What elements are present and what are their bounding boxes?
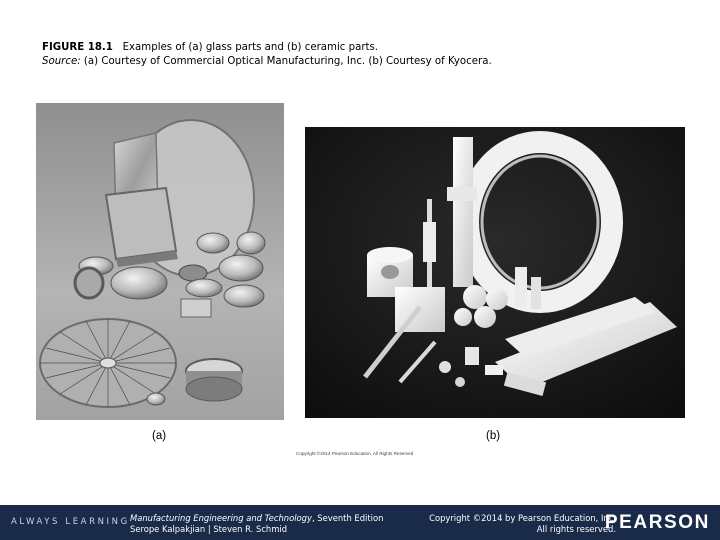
always-learning-brand: ALWAYS LEARNING	[11, 517, 130, 527]
image-copyright-notice: Copyright ©2014 Pearson Education, All Rights Reserved	[296, 451, 414, 456]
footer-bar	[0, 505, 720, 540]
source-text: (a) Courtesy of Commercial Optical Manufacturing, Inc. (b) Courtesy of Kyocera.	[83, 56, 492, 67]
caption-line-2	[42, 55, 682, 69]
figure-text: Examples of (a) glass parts and (b) ceramic parts.	[122, 42, 379, 53]
book-edition: , Seventh Edition	[311, 513, 384, 523]
figure-caption	[42, 41, 682, 69]
copyright-line-2: All rights reserved.	[536, 524, 616, 534]
glass-parts-photo	[36, 103, 284, 420]
copyright-info	[429, 513, 616, 535]
book-authors: Serope Kalpakjian | Steven R. Schmid	[130, 524, 288, 534]
copyright-line-1: Copyright ©2014 by Pearson Education, Inc.	[429, 513, 616, 523]
ceramic-parts-photo	[305, 127, 685, 418]
caption-line-1	[42, 41, 682, 55]
panel-b-label: (b)	[486, 430, 501, 442]
book-info	[130, 513, 383, 535]
pearson-logo: PEARSON	[604, 512, 710, 533]
figure-label: FIGURE 18.1	[42, 42, 113, 53]
book-title-line	[130, 513, 383, 524]
book-title: Manufacturing Engineering and Technology	[130, 513, 312, 523]
source-label: Source:	[42, 56, 81, 67]
panel-a-label: (a)	[152, 430, 167, 442]
